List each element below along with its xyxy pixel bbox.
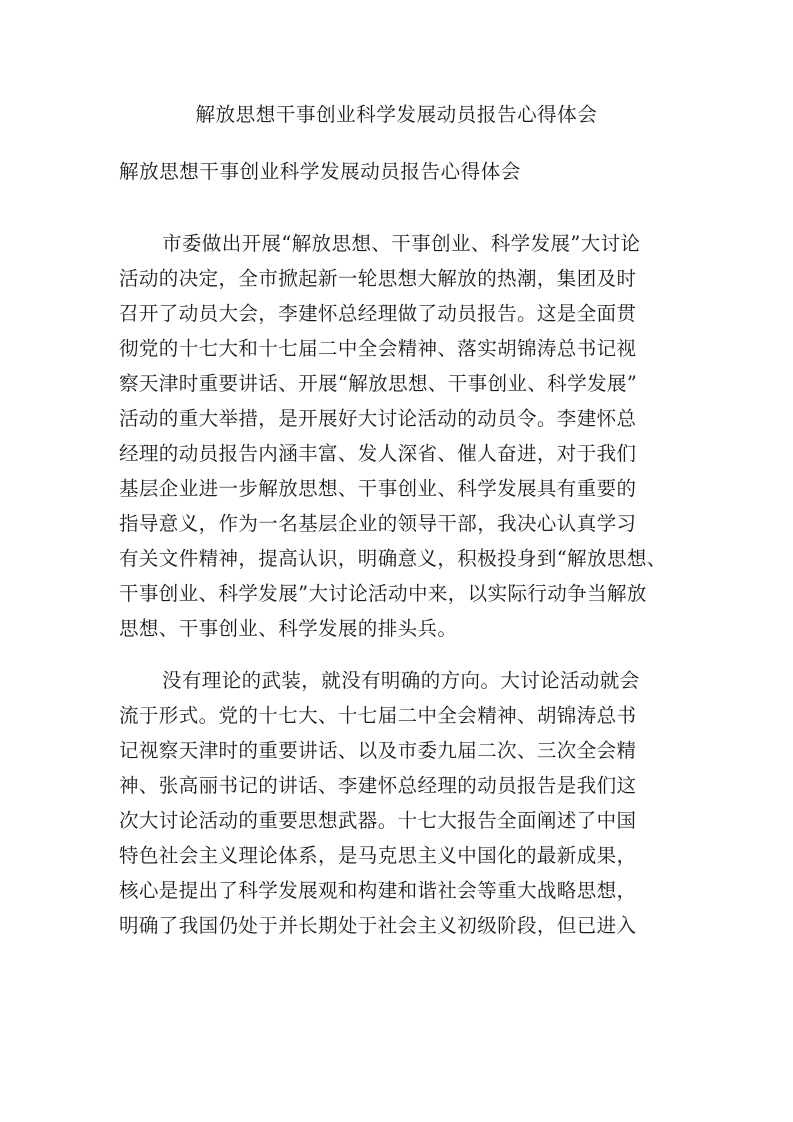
paragraph-line: 基层企业进一步解放思想、干事创业、科学发展具有重要的 [119, 477, 637, 500]
paragraph-2 [119, 663, 679, 943]
paragraph-line: 召开了动员大会，李建怀总经理做了动员报告。这是全面贯 [119, 302, 637, 325]
paragraph-line: 核心是提出了科学发展观和构建和谐社会等重大战略思想， [119, 879, 637, 902]
paragraph-line: 活动的决定，全市掀起新一轮思想大解放的热潮，集团及时 [119, 267, 637, 290]
paragraph-line: 察天津时重要讲话、开展“解放思想、干事创业、科学发展” [119, 372, 638, 395]
paragraph-line: 次大讨论活动的重要思想武器。十七大报告全面阐述了中国 [119, 809, 637, 832]
paragraph-line: 明确了我国仍处于并长期处于社会主义初级阶段，但已进入 [119, 914, 637, 937]
paragraph-line: 没有理论的武装，就没有明确的方向。大讨论活动就会 [162, 669, 640, 692]
paragraph-line: 神、张高丽书记的讲话、李建怀总经理的动员报告是我们这 [119, 774, 637, 797]
paragraph-line: 有关文件精神，提高认识，明确意义，积极投身到“解放思想、 [119, 547, 667, 570]
paragraph-line: 思想、干事创业、科学发展的排头兵。 [119, 617, 458, 640]
paragraph-1 [119, 226, 679, 646]
paragraph-line: 活动的重大举措，是开展好大讨论活动的动员令。李建怀总 [119, 407, 637, 430]
paragraph-line: 彻党的十七大和十七届二中全会精神、落实胡锦涛总书记视 [119, 337, 637, 360]
paragraph-line: 记视察天津时的重要讲话、以及市委九届二次、三次全会精 [119, 739, 637, 762]
paragraph-line: 干事创业、科学发展”大讨论活动中来，以实际行动争当解放 [119, 582, 647, 605]
paragraph-line: 指导意义，作为一名基层企业的领导干部，我决心认真学习 [119, 512, 637, 535]
document-title: 解放思想干事创业科学发展动员报告心得体会 [195, 103, 598, 126]
paragraph-line: 市委做出开展“解放思想、干事创业、科学发展”大讨论 [162, 232, 641, 255]
paragraph-line: 经理的动员报告内涵丰富、发人深省、催人奋进，对于我们 [119, 442, 637, 465]
document-subtitle: 解放思想干事创业科学发展动员报告心得体会 [119, 160, 522, 183]
paragraph-line: 流于形式。党的十七大、十七届二中全会精神、胡锦涛总书 [119, 704, 637, 727]
paragraph-line: 特色社会主义理论体系，是马克思主义中国化的最新成果， [119, 844, 637, 867]
